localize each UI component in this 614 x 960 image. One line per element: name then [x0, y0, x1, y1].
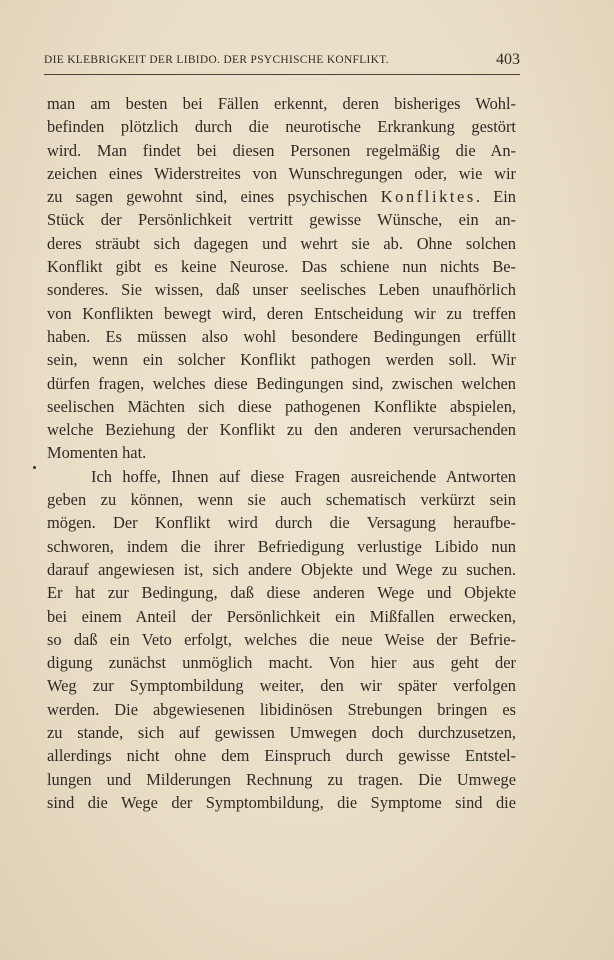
body-text [47, 92, 516, 814]
margin-mark [33, 466, 36, 469]
text-line: digung zunächst unmöglich macht. Von hier aus geht der [47, 653, 516, 673]
text-line: allerdings nicht ohne dem Einspruch durch gewisse Entstel- [47, 746, 516, 766]
text-line: haben. Es müssen also wohl besondere Bedingungen erfüllt [47, 326, 516, 346]
text-line: von Konflikten bewegt wird, deren Entscheidung wir zu treffen [47, 303, 516, 323]
text-line: Konflikt gibt es keine Neurose. Das schiene nun nichts Be- [47, 257, 516, 277]
text-line [47, 185, 516, 208]
text-line: geben zu können, wenn sie auch schematisch verkürzt sein [47, 490, 516, 510]
text-line: seelischen Mächten sich diese pathogenen Konflikte abspielen, [47, 396, 516, 416]
text-line: Er hat zur Bedingung, daß diese anderen Wege und Objekte [47, 583, 516, 603]
line-segment: zu sagen gewohnt sind, eines psychischen [47, 187, 368, 207]
text-line: mögen. Der Konflikt wird durch die Versagung heraufbe- [47, 513, 516, 533]
text-line: sonderes. Sie wissen, daß unser seelisches Leben unaufhörlich [47, 280, 516, 300]
text-line: Momenten hat. [47, 443, 147, 463]
text-line: dürfen fragen, welches diese Bedingungen sind, zwischen welchen [47, 373, 516, 393]
text-line: werden. Die abgewiesenen libidinösen Strebungen bringen es [47, 699, 516, 719]
text-line: befinden plötzlich durch die neurotische Erkrankung gestört [47, 117, 516, 137]
text-line: deres sträubt sich dagegen und wehrt sie ab. Ohne solchen [47, 233, 516, 253]
line-segment: . Ein [475, 187, 516, 207]
emphasized-word: Konfliktes [380, 187, 476, 207]
text-line: lungen und Milderungen Rechnung zu tragen. Die Umwege [47, 769, 516, 789]
text-line: so daß ein Veto erfolgt, welches die neue Weise der Befrie- [47, 629, 516, 649]
text-line: zeichen eines Widerstreites von Wunschregungen oder, wie wir [47, 163, 516, 183]
text-line: Stück der Persönlichkeit vertritt gewisse Wünsche, ein an- [47, 210, 516, 230]
page-header [44, 52, 520, 75]
text-line: sind die Wege der Symptombildung, die Symptome sind die [47, 792, 516, 812]
text-line: Ich hoffe, Ihnen auf diese Fragen ausreichende Antworten [91, 466, 516, 486]
text-line: sein, wenn ein solcher Konflikt pathogen werden soll. Wir [47, 350, 516, 370]
text-line: wird. Man findet bei diesen Personen regelmäßig die An- [47, 140, 516, 160]
page-number: 403 [496, 51, 520, 68]
text-line: bei einem Anteil der Persönlichkeit ein Mißfallen erwecken, [47, 606, 516, 626]
text-line: zu stande, sich auf gewissen Umwegen doch durchzusetzen, [47, 723, 516, 743]
running-title: DIE KLEBRIGKEIT DER LIBIDO. DER PSYCHISCHE KONFLIKT. [44, 54, 389, 66]
text-line: welche Beziehung der Konflikt zu den anderen verursachenden [47, 420, 516, 440]
text-line: man am besten bei Fällen erkennt, deren bisheriges Wohl- [47, 94, 516, 113]
text-line: schworen, indem die ihrer Befriedigung verlustige Libido nun [47, 536, 516, 556]
text-line: Weg zur Symptombildung weiter, den wir später verfolgen [47, 676, 516, 696]
text-line: darauf angewiesen ist, sich andere Objekte und Wege zu suchen. [47, 559, 516, 579]
